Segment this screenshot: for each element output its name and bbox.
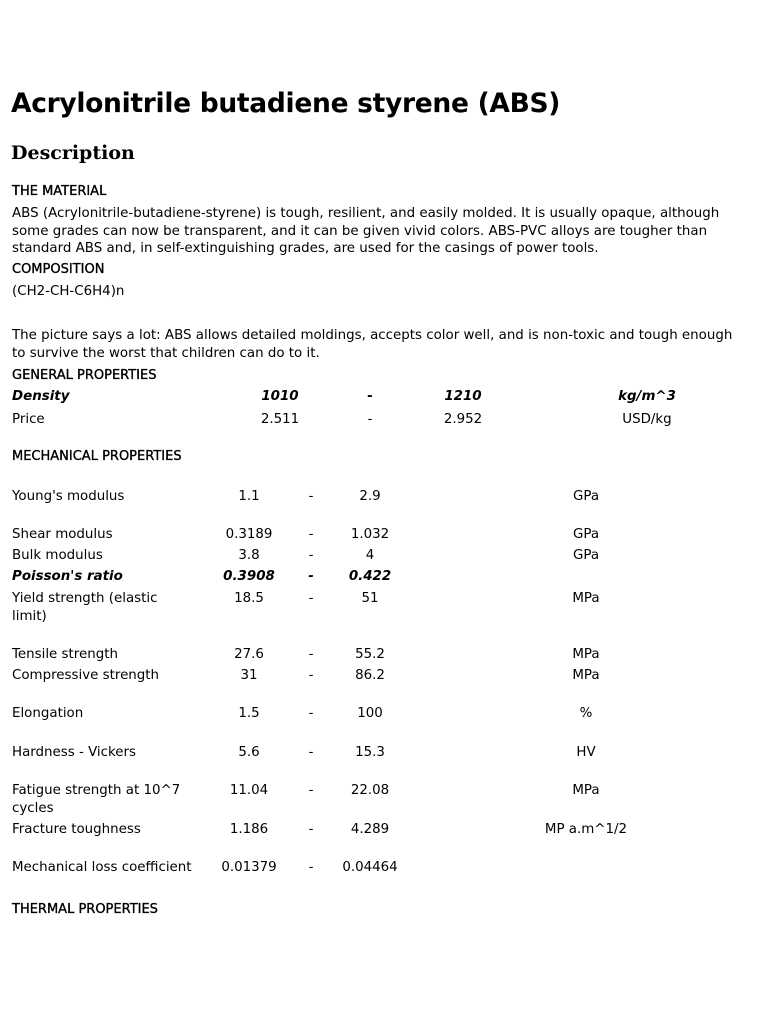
property-name: Poisson's ratio: [12, 569, 123, 584]
property-name: Elongation: [12, 706, 84, 721]
property-low: 0.3908: [223, 569, 275, 584]
property-unit: MPa: [572, 647, 600, 662]
property-unit: %: [579, 706, 593, 721]
property-name: Hardness - Vickers: [12, 745, 137, 760]
property-name: Bulk modulus: [12, 548, 103, 563]
property-high: 15.3: [355, 745, 385, 760]
page-title: Acrylonitrile butadiene styrene (ABS): [11, 88, 561, 119]
property-high: 0.04464: [342, 860, 398, 875]
property-dash: -: [308, 822, 314, 837]
property-dash: -: [308, 860, 314, 875]
property-dash: -: [308, 783, 314, 798]
property-unit: USD/kg: [622, 412, 672, 427]
material-line: standard ABS and, in self-extinguishing grades, are used for the casings of power tools.: [12, 241, 599, 256]
composition-line: The picture says a lot: ABS allows detailed moldings, accepts color well, and is non-toxic and tough enough: [12, 328, 733, 343]
composition-formula: (CH2-CH-C6H4)n: [12, 284, 125, 299]
property-name: Shear modulus: [12, 527, 113, 542]
composition-paragraph: [12, 327, 754, 362]
property-high: 22.08: [350, 783, 390, 798]
property-high: 4.289: [350, 822, 390, 837]
property-dash: -: [367, 412, 373, 427]
property-high: 100: [357, 706, 383, 721]
property-name: Compressive strength: [12, 668, 160, 683]
description-heading: Description: [11, 142, 135, 164]
property-low: 1.1: [238, 489, 260, 504]
property-low: 0.01379: [221, 860, 277, 875]
property-unit: MP a.m^1/2: [544, 822, 628, 837]
property-low: 18.5: [234, 591, 264, 606]
material-line: some grades can now be transparent, and it can be given vivid colors. ABS-PVC alloys are tougher than: [12, 223, 708, 239]
composition-line: to survive the worst that children can do to it.: [12, 345, 320, 361]
property-dash: -: [308, 527, 314, 542]
general-properties-heading: GENERAL PROPERTIES: [12, 368, 157, 383]
property-low: 2.511: [260, 412, 300, 427]
property-unit: GPa: [572, 489, 600, 504]
material-heading: THE MATERIAL: [12, 184, 107, 199]
property-name: Fracture toughness: [12, 822, 141, 837]
property-name: Young's modulus: [12, 489, 125, 504]
property-dash: -: [308, 548, 314, 563]
property-unit: kg/m^3: [618, 389, 676, 404]
property-low: 11.04: [229, 783, 269, 798]
property-name: Mechanical loss coefficient: [12, 860, 192, 875]
property-dash: -: [308, 745, 314, 760]
property-unit: MPa: [572, 783, 600, 798]
property-high: 2.9: [359, 489, 381, 504]
property-low: 27.6: [234, 647, 264, 662]
property-unit: MPa: [572, 591, 600, 606]
property-low: 1.186: [229, 822, 269, 837]
property-low: 31: [240, 668, 258, 683]
property-dash: -: [308, 706, 314, 721]
composition-heading: COMPOSITION: [12, 262, 105, 277]
property-high: 51: [361, 591, 379, 606]
property-high: 4: [365, 548, 375, 563]
property-name: Fatigue strength at 10^7 cycles: [12, 783, 181, 816]
mechanical-properties-heading: MECHANICAL PROPERTIES: [12, 449, 182, 464]
property-dash: -: [308, 489, 314, 504]
property-name: Tensile strength: [12, 647, 118, 662]
property-unit: MPa: [572, 668, 600, 683]
property-high: 2.952: [443, 412, 483, 427]
property-high: 0.422: [348, 569, 392, 584]
property-low: 3.8: [238, 548, 260, 563]
thermal-properties-heading: THERMAL PROPERTIES: [12, 902, 158, 917]
property-name: Price: [12, 412, 45, 427]
property-low: 0.3189: [225, 527, 273, 542]
property-unit: GPa: [572, 527, 600, 542]
property-name: Yield strength (elastic limit): [12, 591, 158, 624]
property-high: 1210: [444, 389, 482, 404]
property-dash: -: [367, 389, 373, 404]
property-low: 1.5: [238, 706, 260, 721]
property-dash: -: [308, 591, 314, 606]
property-low: 5.6: [238, 745, 260, 760]
property-high: 1.032: [350, 527, 390, 542]
material-line: ABS (Acrylonitrile-butadiene-styrene) is tough, resilient, and easily molded. It is usually opaque, although: [12, 206, 720, 221]
property-dash: -: [308, 647, 314, 662]
property-name: Density: [12, 389, 70, 404]
property-high: 55.2: [355, 647, 385, 662]
property-dash: -: [308, 668, 314, 683]
property-dash: -: [308, 569, 314, 584]
property-unit: GPa: [572, 548, 600, 563]
property-high: 86.2: [355, 668, 385, 683]
property-low: 1010: [261, 389, 299, 404]
material-paragraph: [12, 205, 754, 258]
property-unit: HV: [576, 745, 596, 760]
